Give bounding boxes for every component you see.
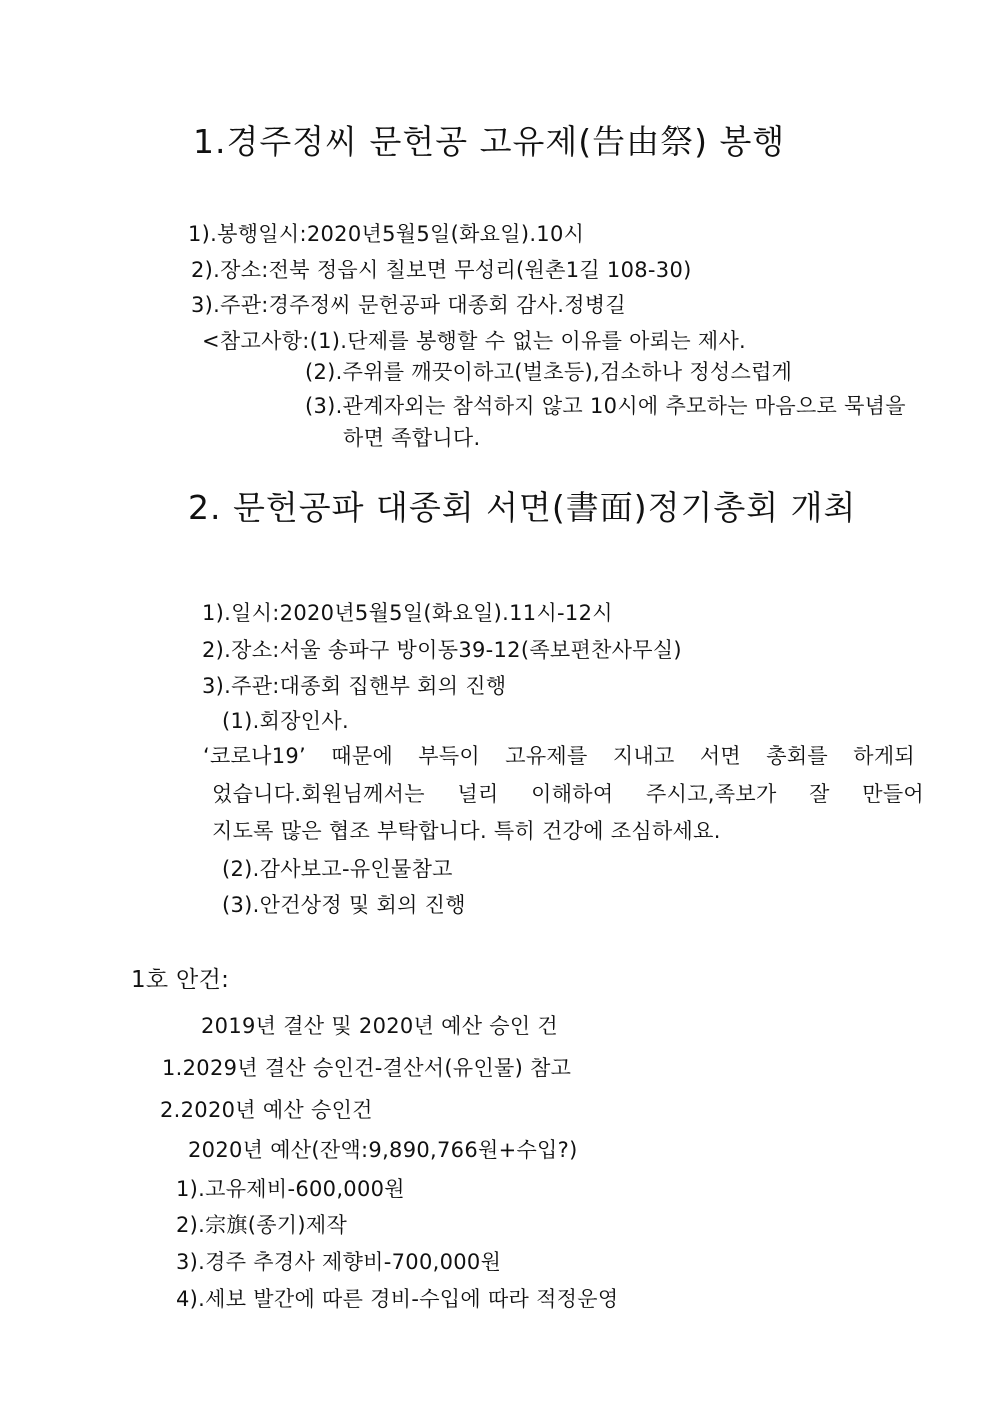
budget-title: 2020년 예산(잔액:9,890,766원+수입?) — [188, 1138, 578, 1162]
budget-item-2: 2).宗旗(종기)제작 — [176, 1213, 348, 1237]
section1-note-2: (2).주위를 깨끗이하고(벌초등),검소하나 정성스럽게 — [305, 360, 793, 384]
agenda-item-settlement: 1.2029년 결산 승인건-결산서(유인물) 참고 — [162, 1056, 572, 1080]
section1-item-date: 1).봉행일시:2020년5월5일(화요일).10시 — [188, 222, 585, 246]
section2-item-audit: (2).감사보고-유인물참고 — [222, 857, 453, 881]
section1-note-1: <참고사항:(1).단제를 봉행할 수 없는 이유를 아뢰는 제사. — [202, 329, 747, 353]
section2-item-agenda: (3).안건상정 및 회의 진행 — [222, 893, 466, 917]
agenda-subtitle: 2019년 결산 및 2020년 예산 승인 건 — [201, 1014, 558, 1038]
section2-item-place: 2).장소:서울 송파구 방이동39-12(족보편찬사무실) — [202, 638, 682, 662]
budget-item-1: 1).고유제비-600,000원 — [176, 1177, 405, 1201]
budget-item-3: 3).경주 추경사 제향비-700,000원 — [176, 1250, 502, 1274]
section1-title: 1.경주정씨 문헌공 고유제(告由祭) 봉행 — [193, 122, 786, 161]
section2-item-date: 1).일시:2020년5월5일(화요일).11시-12시 — [202, 601, 613, 625]
agenda-title: 1호 안건: — [131, 967, 230, 993]
section1-item-host: 3).주관:경주정씨 문헌공파 대종회 감사.정병길 — [191, 293, 626, 317]
budget-item-4: 4).세보 발간에 따른 경비-수입에 따라 적정운영 — [176, 1287, 619, 1311]
greeting-line-1: ‘코로나19’ 때문에 부득이 고유제를 지내고 서면 총회를 하게되 — [203, 744, 915, 768]
agenda-item-budget: 2.2020년 예산 승인건 — [160, 1098, 373, 1122]
section1-note-3-cont: 하면 족합니다. — [343, 426, 481, 450]
greeting-line-3: 지도록 많은 협조 부탁합니다. 특히 건강에 조심하세요. — [212, 819, 721, 843]
section1-note-3: (3).관계자외는 참석하지 않고 10시에 추모하는 마음으로 묵념을 — [305, 394, 906, 418]
section2-item-greeting-title: (1).회장인사. — [222, 709, 349, 733]
section2-title: 2. 문헌공파 대종회 서면(書面)정기총회 개최 — [188, 488, 857, 527]
section2-item-host: 3).주관:대종회 집핸부 회의 진행 — [202, 674, 507, 698]
section1-item-place: 2).장소:전북 정읍시 칠보면 무성리(원촌1길 108-30) — [191, 258, 692, 282]
greeting-line-2: 었습니다.회원님께서는 널리 이해하여 주시고,족보가 잘 만들어 — [212, 782, 924, 806]
